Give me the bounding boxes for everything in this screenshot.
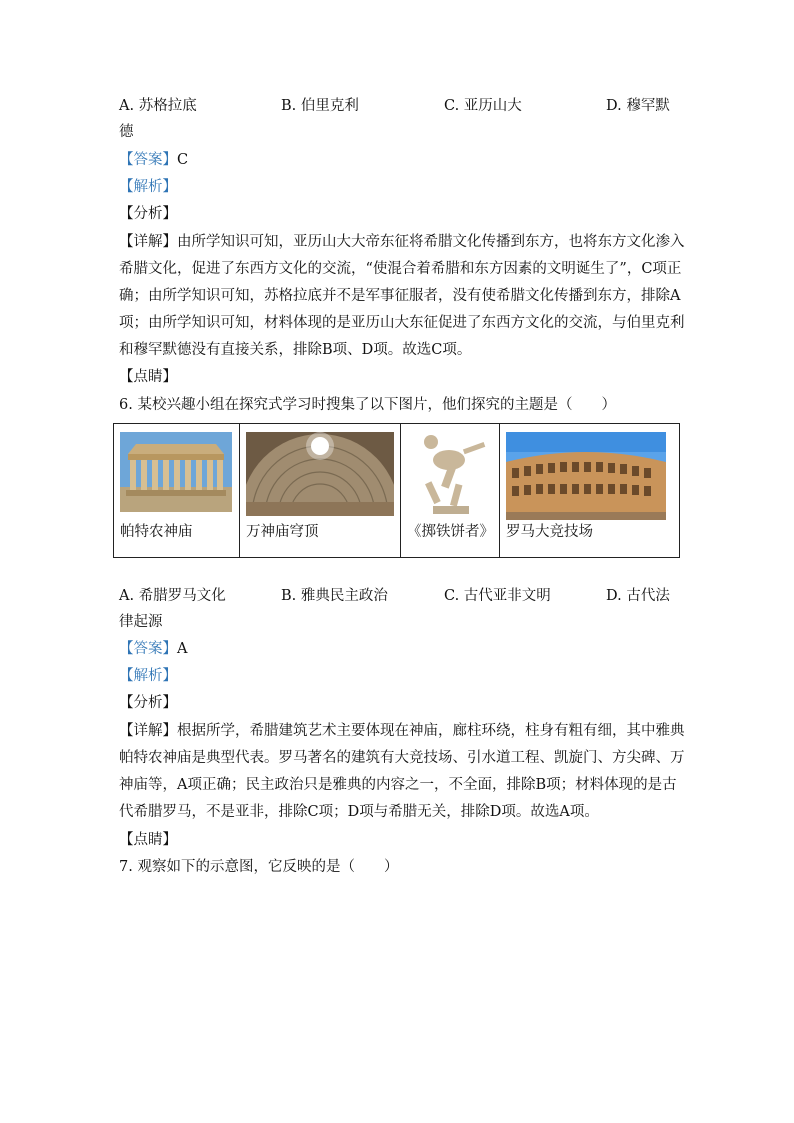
discobolus-image (407, 432, 493, 516)
q7-stem: 7. 观察如下的示意图，它反映的是（ ） (119, 859, 399, 875)
q5-analysis-label: 【解析】 (119, 179, 177, 195)
colosseum-image (506, 432, 666, 520)
q5-detail-line-5: 和穆罕默德没有直接关系，排除B项、D项。故选C项。 (119, 342, 472, 358)
image-cell-colosseum (500, 424, 680, 558)
q5-detail-line-2: 希腊文化，促进了东西方文化的交流，“使混合着希腊和东方因素的文明诞生了”，C项正 (119, 261, 682, 277)
q5-option-c: C. 亚历山大 (444, 98, 522, 114)
q6-option-wrap: 律起源 (119, 614, 163, 630)
q5-option-wrap: 德 (119, 124, 134, 140)
answer-value: C (177, 152, 189, 168)
answer-value: A (177, 641, 188, 657)
image-cell-discobolus (401, 424, 500, 558)
q6-analysis-label: 【解析】 (119, 668, 177, 684)
detail-label: 【详解】 (119, 234, 177, 250)
q6-option-c: C. 古代亚非文明 (444, 588, 551, 604)
q5-option-a: A. 苏格拉底 (119, 98, 197, 114)
q6-dianjing-label: 【点睛】 (119, 832, 177, 848)
q5-detail-line-1 (119, 232, 685, 252)
pantheon-dome-image (246, 432, 394, 516)
detail-text: 根据所学，希腊建筑艺术主要体现在神庙，廊柱环绕，柱身有粗有细，其中雅典 (177, 723, 685, 739)
q6-option-a: A. 希腊罗马文化 (119, 588, 226, 604)
q5-detail-line-4: 项；由所学知识可知，材料体现的是亚历山大东征促进了东西方文化的交流，与伯里克利 (119, 315, 685, 331)
q6-detail-line-3: 神庙等，A项正确；民主政治只是雅典的内容之一，不全面，排除B项；材料体现的是古 (119, 777, 677, 793)
caption-colosseum: 罗马大竞技场 (506, 524, 593, 540)
caption-parthenon: 帕特农神庙 (120, 524, 193, 540)
q6-detail-line-1 (119, 721, 685, 741)
q6-detail-line-2: 帕特农神庙是典型代表。罗马著名的建筑有大竞技场、引水道工程、凯旋门、方尖碑、万 (119, 750, 685, 766)
q6-fenxi-label: 【分析】 (119, 695, 177, 711)
detail-text: 由所学知识可知，亚历山大大帝东征将希腊文化传播到东方，也将东方文化渗入 (177, 234, 685, 250)
caption-pantheon: 万神庙穹顶 (246, 524, 319, 540)
q5-fenxi-label: 【分析】 (119, 206, 177, 222)
q5-option-b: B. 伯里克利 (281, 98, 359, 114)
q5-answer (119, 150, 188, 170)
q5-dianjing-label: 【点睛】 (119, 369, 177, 385)
answer-label: 【答案】 (119, 641, 177, 657)
q6-option-d: D. 古代法 (606, 588, 670, 604)
q6-detail-line-4: 代希腊罗马，不是亚非，排除C项；D项与希腊无关，排除D项。故选A项。 (119, 804, 599, 820)
image-table (113, 423, 680, 558)
answer-label: 【答案】 (119, 152, 177, 168)
image-cell-pantheon (240, 424, 401, 558)
detail-label: 【详解】 (119, 723, 177, 739)
q6-option-b: B. 雅典民主政治 (281, 588, 388, 604)
q6-answer (119, 639, 187, 659)
q5-detail-line-3: 确；由所学知识可知，苏格拉底并不是军事征服者，没有使希腊文化传播到东方，排除A (119, 288, 681, 304)
q6-stem: 6. 某校兴趣小组在探究式学习时搜集了以下图片，他们探究的主题是（ ） (119, 397, 616, 413)
q5-option-d: D. 穆罕默 (606, 98, 670, 114)
parthenon-image (120, 432, 232, 512)
caption-discobolus: 《掷铁饼者》 (407, 524, 494, 540)
image-cell-parthenon (114, 424, 240, 558)
